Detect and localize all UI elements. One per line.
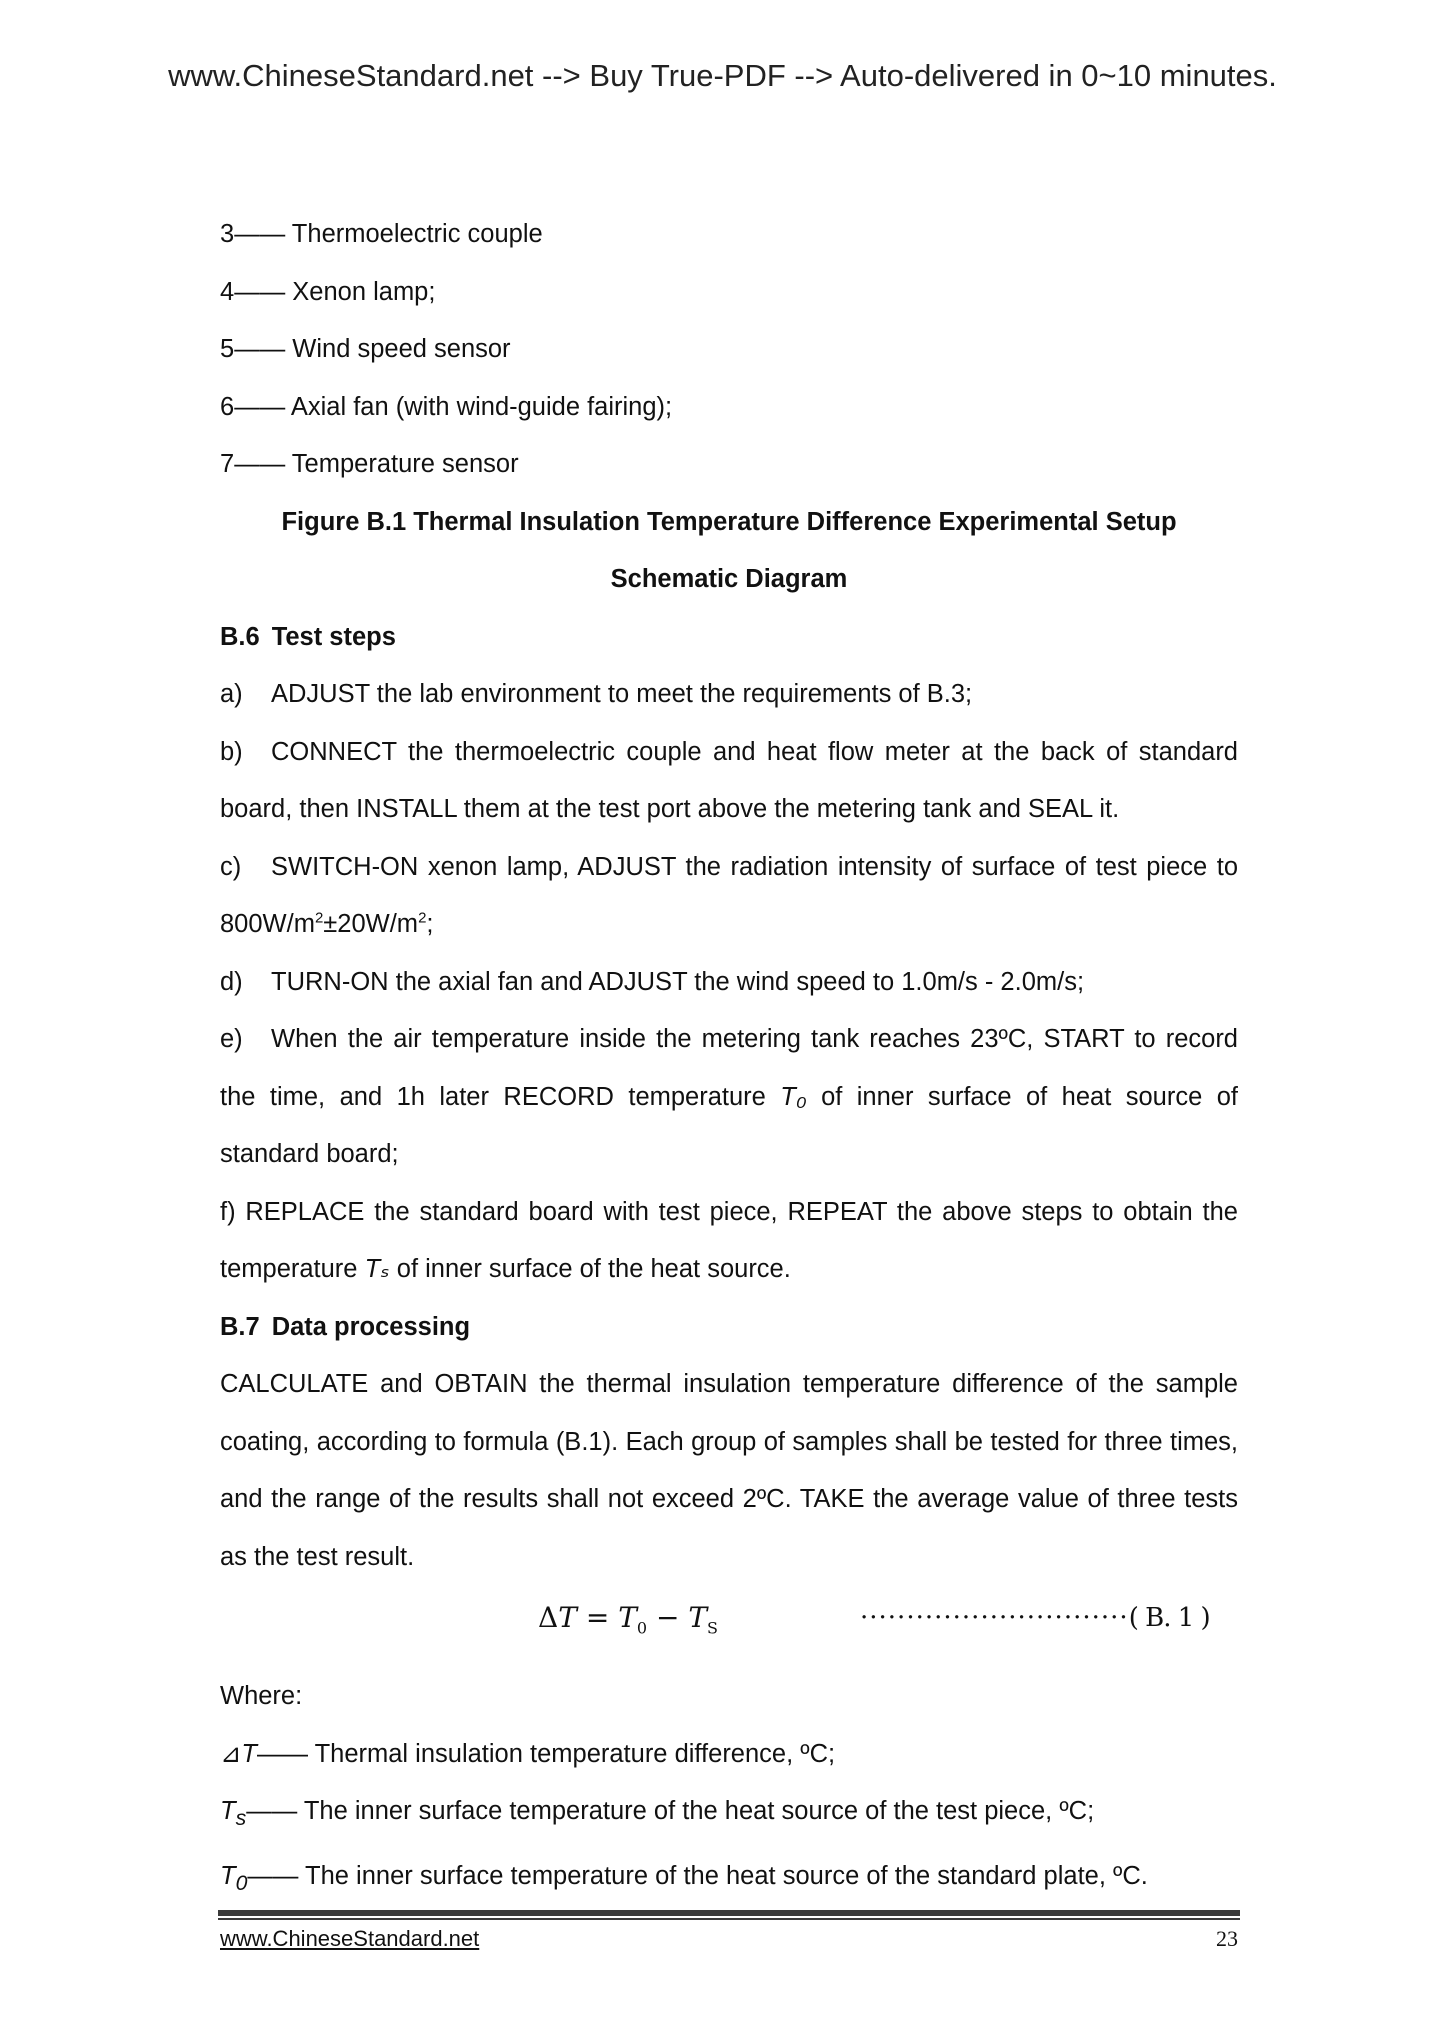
page-number: 23 <box>1216 1926 1238 1951</box>
step-e: e) When the air temperature inside the metering tank reaches 23ºC, START to record <box>220 1025 1238 1053</box>
step-f-continued: temperature Tₛ of inner surface of the heat source. <box>220 1255 791 1283</box>
legend-item: 7—— Temperature sensor <box>220 450 519 478</box>
where-label: Where: <box>220 1682 303 1710</box>
step-e-continued: the time, and 1h later RECORD temperature T₀ of inner surface of heat source of <box>220 1082 1238 1111</box>
formula-number: ·····························( B. 1 ) <box>860 1603 1210 1633</box>
step-a: a) ADJUST the lab environment to meet the requirements of B.3; <box>220 680 973 708</box>
section-heading-b6: B.6 Test steps <box>220 622 396 651</box>
document-body <box>220 206 1238 1912</box>
definition-item: ⊿T—— Thermal insulation temperature difference, ºC; <box>220 1739 836 1768</box>
formula-b1 <box>220 1586 1238 1668</box>
step-d: d) TURN-ON the axial fan and ADJUST the wind speed to 1.0m/s - 2.0m/s; <box>220 967 1085 996</box>
step-c: c) SWITCH-ON xenon lamp, ADJUST the radiation intensity of surface of test piece to <box>220 852 1238 881</box>
legend-item: 3—— Thermoelectric couple <box>220 220 543 248</box>
figure-caption-line2: Schematic Diagram <box>610 565 848 593</box>
paragraph-line: CALCULATE and OBTAIN the thermal insulation temperature difference of the sample <box>220 1370 1238 1398</box>
step-b: b) CONNECT the thermoelectric couple and heat flow meter at the back of standard <box>220 737 1238 766</box>
definition-item: $T_0——$ The inner surface temperature of the heat source of the standard plate, ºC. <box>220 1861 1148 1895</box>
legend-item: 5—— Wind speed sensor <box>220 335 511 363</box>
header-banner: www.ChineseStandard.net --> Buy True-PDF --> Auto-delivered in 0~10 minutes. <box>168 58 1277 93</box>
paragraph-line: coating, according to formula (B.1). Each group of samples shall be tested for three times, <box>220 1427 1238 1456</box>
step-e-end: standard board; <box>220 1140 399 1168</box>
step-c-value: $800W/m^2\pm 20W/m^2$; <box>220 909 434 938</box>
step-b-continued: board, then INSTALL them at the test port above the metering tank and SEAL it. <box>220 795 1120 823</box>
step-f: f) REPLACE the standard board with test piece, REPEAT the above steps to obtain the <box>220 1197 1238 1226</box>
legend-item: 6—— Axial fan (with wind-guide fairing); <box>220 392 673 421</box>
section-heading-b7: B.7 Data processing <box>220 1312 471 1341</box>
paragraph-line: and the range of the results shall not exceed 2ºC. TAKE the average value of three tests <box>220 1485 1238 1513</box>
legend-item: 4—— Xenon lamp; <box>220 277 436 306</box>
formula-expression: $\Delta T = T_0 - T_S$ <box>538 1601 718 1638</box>
figure-caption: Figure B.1 Thermal Insulation Temperature Difference Experimental Setup <box>281 507 1177 536</box>
definition-item: $T_s——$ The inner surface temperature of the heat source of the test piece, ºC; <box>220 1797 1095 1831</box>
paragraph-line: as the test result. <box>220 1542 415 1571</box>
footer-site-link[interactable]: www.ChineseStandard.net <box>220 1926 480 1951</box>
footer-divider <box>218 1910 1240 1920</box>
